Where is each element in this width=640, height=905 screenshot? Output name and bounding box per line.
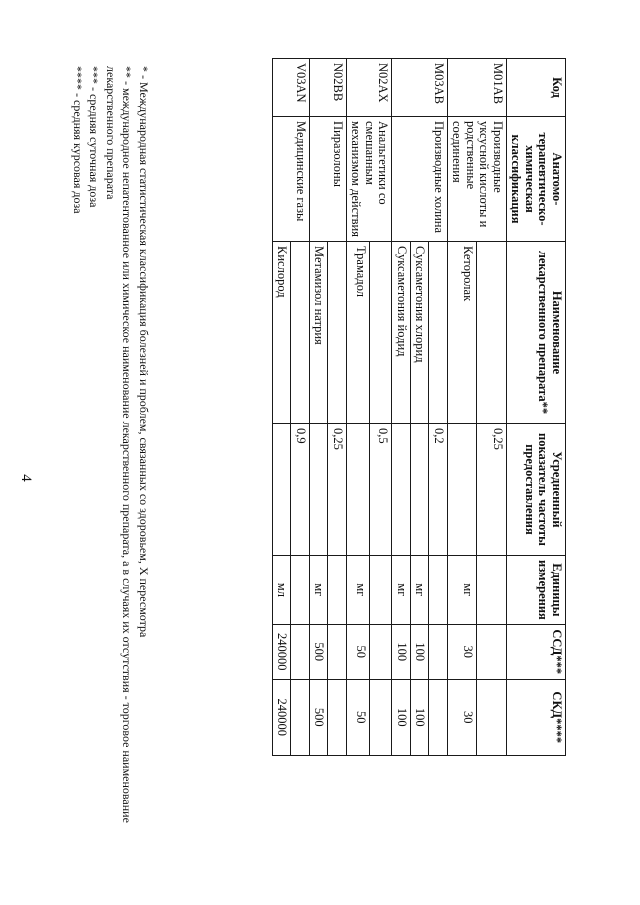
- skd-cell: 240000: [273, 679, 292, 755]
- table-row-group-head: [369, 59, 392, 756]
- drug-name-cell: Метамизол натрия: [310, 242, 329, 424]
- unit-cell: мг: [411, 556, 430, 625]
- unit-cell: мг: [392, 556, 411, 625]
- skd-cell: 30: [448, 679, 478, 755]
- frequency-cell-empty: [392, 424, 411, 556]
- code-cell: N02AX: [347, 59, 393, 117]
- header-skd: СКД****: [507, 679, 566, 755]
- atc-cell: Медицинские газы: [273, 117, 310, 242]
- table-row-group-head: [477, 59, 507, 756]
- unit-cell: мг: [448, 556, 478, 625]
- ssd-cell: 240000: [273, 624, 292, 679]
- unit-cell: мг: [347, 556, 370, 625]
- frequency-cell-empty: [273, 424, 292, 556]
- frequency-cell-empty: [310, 424, 329, 556]
- frequency-cell: 0,5: [369, 424, 392, 556]
- footnotes: [69, 66, 152, 856]
- skd-cell-empty: [369, 679, 392, 755]
- atc-cell: Производные уксусной кислоты и родственные соединения: [448, 117, 507, 242]
- frequency-cell-empty: [448, 424, 478, 556]
- footnote-4: **** - средняя курсовая доза: [70, 66, 85, 214]
- unit-cell-empty: [291, 556, 310, 625]
- header-code: Код: [507, 59, 566, 117]
- frequency-cell: 0,25: [477, 424, 507, 556]
- footnote-2: ** - международное непатентованное или химическое наименование лекарственного препарата, а в случаях их отсутствия - торговое наименование лекарственного препарата: [103, 66, 135, 823]
- header-drug-name: Наименование лекарственного препарата**: [507, 242, 566, 424]
- frequency-cell: 0,25: [328, 424, 347, 556]
- ssd-cell: 100: [411, 624, 430, 679]
- table-row-group-head: [328, 59, 347, 756]
- footnote-1: * - Международная статистическая классификация болезней и проблем, связанных со здоровьем, X пересмотра: [137, 66, 151, 638]
- table-header-row: [507, 59, 566, 756]
- code-cell: V03AN: [273, 59, 310, 117]
- drug-name-cell: Кислород: [273, 242, 292, 424]
- ssd-cell-empty: [328, 624, 347, 679]
- skd-cell: 500: [310, 679, 329, 755]
- header-atc: Анатомо-терапевтическо-химическая классификация: [507, 117, 566, 242]
- drug-cell-empty: [429, 242, 448, 424]
- unit-cell: мл: [273, 556, 292, 625]
- ssd-cell-empty: [477, 624, 507, 679]
- unit-cell-empty: [477, 556, 507, 625]
- atc-cell: Анальгетики со смешанным механизмом действия: [347, 117, 393, 242]
- header-unit: Единицы измерения: [507, 556, 566, 625]
- unit-cell-empty: [328, 556, 347, 625]
- atc-cell: Производные холина: [392, 117, 448, 242]
- code-cell: N02BB: [310, 59, 347, 117]
- unit-cell-empty: [429, 556, 448, 625]
- unit-cell-empty: [369, 556, 392, 625]
- code-cell: M01AB: [448, 59, 507, 117]
- frequency-cell-empty: [411, 424, 430, 556]
- drug-cell-empty: [328, 242, 347, 424]
- ssd-cell: 500: [310, 624, 329, 679]
- ssd-cell-empty: [291, 624, 310, 679]
- skd-cell: 100: [411, 679, 430, 755]
- skd-cell-empty: [429, 679, 448, 755]
- table-row-group-head: [291, 59, 310, 756]
- ssd-cell-empty: [429, 624, 448, 679]
- drug-name-cell: Трамадол: [347, 242, 370, 424]
- footnote-3: *** - средняя суточная доза: [87, 66, 102, 208]
- drug-cell-empty: [369, 242, 392, 424]
- frequency-cell-empty: [347, 424, 370, 556]
- drug-cell-empty: [477, 242, 507, 424]
- header-frequency: Усредненный показатель частоты предоставления: [507, 424, 566, 556]
- ssd-cell: 30: [448, 624, 478, 679]
- frequency-cell: 0,9: [291, 424, 310, 556]
- skd-cell: 50: [347, 679, 370, 755]
- frequency-cell: 0,2: [429, 424, 448, 556]
- unit-cell: мг: [310, 556, 329, 625]
- skd-cell-empty: [477, 679, 507, 755]
- drug-table: [272, 58, 566, 756]
- ssd-cell-empty: [369, 624, 392, 679]
- drug-cell-empty: [291, 242, 310, 424]
- ssd-cell: 100: [392, 624, 411, 679]
- atc-cell: Пиразолоны: [310, 117, 347, 242]
- drug-name-cell: Кеторолак: [448, 242, 478, 424]
- code-cell: M03AB: [392, 59, 448, 117]
- drug-name-cell: Суксаметония хлорид: [411, 242, 430, 424]
- ssd-cell: 50: [347, 624, 370, 679]
- table-row-group-head: [429, 59, 448, 756]
- skd-cell: 100: [392, 679, 411, 755]
- header-ssd: ССД***: [507, 624, 566, 679]
- skd-cell-empty: [291, 679, 310, 755]
- page-number: 4: [18, 474, 34, 482]
- drug-name-cell: Суксаметония йодид: [392, 242, 411, 424]
- skd-cell-empty: [328, 679, 347, 755]
